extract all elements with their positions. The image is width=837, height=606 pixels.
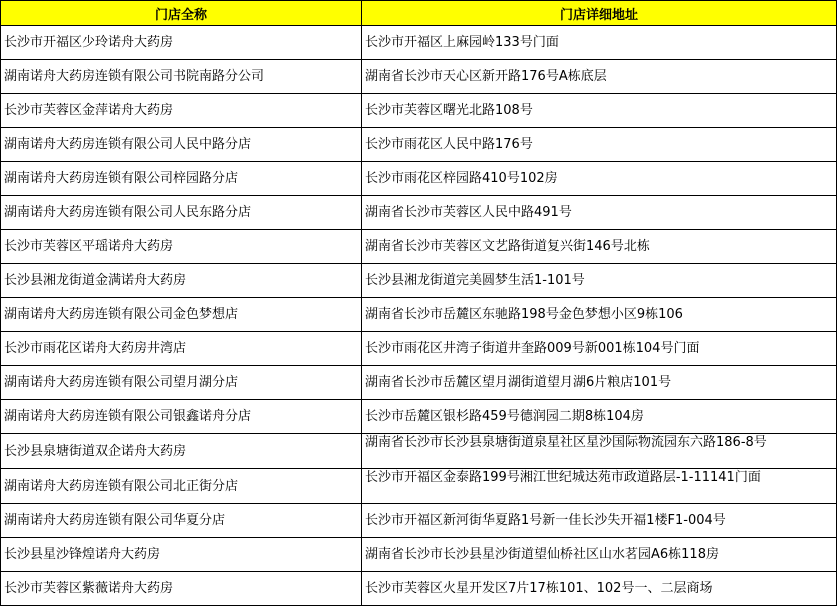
store-address-cell[interactable]: 长沙市开福区新河街华夏路1号新一佳长沙失开福1楼F1-004号 [362, 504, 837, 538]
store-name-cell[interactable]: 湖南诺舟大药房连锁有限公司金色梦想店 [1, 298, 362, 332]
store-name-cell[interactable]: 长沙市芙蓉区紫薇诺舟大药房 [1, 572, 362, 606]
header-row [1, 1, 837, 26]
store-name-cell[interactable]: 湖南诺舟大药房连锁有限公司梓园路分店 [1, 162, 362, 196]
store-address-cell[interactable]: 长沙县湘龙街道完美圆梦生活1-101号 [362, 264, 837, 298]
store-address-cell[interactable]: 长沙市开福区上麻园岭133号门面 [362, 26, 837, 60]
table-row [1, 572, 837, 606]
store-address-cell[interactable]: 湖南省长沙市岳麓区东驰路198号金色梦想小区9栋106 [362, 298, 837, 332]
table-row [1, 469, 837, 504]
store-name-cell[interactable]: 长沙县泉塘街道双企诺舟大药房 [1, 434, 362, 469]
table-row [1, 504, 837, 538]
table-row [1, 538, 837, 572]
store-address-cell[interactable]: 长沙市芙蓉区曙光北路108号 [362, 94, 837, 128]
table-row [1, 366, 837, 400]
table-row [1, 264, 837, 298]
store-name-cell[interactable]: 湖南诺舟大药房连锁有限公司北正街分店 [1, 469, 362, 504]
table-row [1, 332, 837, 366]
table-row [1, 94, 837, 128]
store-name-cell[interactable]: 湖南诺舟大药房连锁有限公司人民中路分店 [1, 128, 362, 162]
store-address-cell[interactable]: 长沙市雨花区井湾子街道井奎路009号新001栋104号门面 [362, 332, 837, 366]
store-name-cell[interactable]: 长沙市开福区少玲诺舟大药房 [1, 26, 362, 60]
store-name-cell[interactable]: 长沙市芙蓉区金萍诺舟大药房 [1, 94, 362, 128]
store-address-cell[interactable]: 湖南省长沙市天心区新开路176号A栋底层 [362, 60, 837, 94]
store-address-cell[interactable]: 长沙市雨花区梓园路410号102房 [362, 162, 837, 196]
table-row [1, 298, 837, 332]
store-address-cell[interactable]: 湖南省长沙市长沙县泉塘街道泉星社区星沙国际物流园东六路186-8号 [362, 434, 837, 469]
store-name-cell[interactable]: 湖南诺舟大药房连锁有限公司书院南路分公司 [1, 60, 362, 94]
store-name-cell[interactable]: 湖南诺舟大药房连锁有限公司华夏分店 [1, 504, 362, 538]
store-address-cell[interactable]: 湖南省长沙市长沙县星沙街道望仙桥社区山水茗园A6栋118房 [362, 538, 837, 572]
store-name-cell[interactable]: 长沙市雨花区诺舟大药房井湾店 [1, 332, 362, 366]
header-store-name[interactable]: 门店全称 [1, 1, 362, 26]
table-row [1, 196, 837, 230]
store-name-cell[interactable]: 湖南诺舟大药房连锁有限公司望月湖分店 [1, 366, 362, 400]
store-name-cell[interactable]: 湖南诺舟大药房连锁有限公司人民东路分店 [1, 196, 362, 230]
store-address-cell[interactable]: 长沙市芙蓉区火星开发区7片17栋101、102号一、二层商场 [362, 572, 837, 606]
store-address-cell[interactable]: 湖南省长沙市芙蓉区文艺路街道复兴街146号北栋 [362, 230, 837, 264]
store-name-cell[interactable]: 长沙县湘龙街道金满诺舟大药房 [1, 264, 362, 298]
table-row [1, 26, 837, 60]
store-name-cell[interactable]: 长沙市芙蓉区平瑶诺舟大药房 [1, 230, 362, 264]
store-address-cell[interactable]: 长沙市岳麓区银杉路459号德润园二期8栋104房 [362, 400, 837, 434]
store-address-cell[interactable]: 长沙市开福区金泰路199号湘江世纪城达苑市政道路层-1-11141门面 [362, 469, 837, 504]
store-name-cell[interactable]: 长沙县星沙锋煌诺舟大药房 [1, 538, 362, 572]
store-address-cell[interactable]: 长沙市雨花区人民中路176号 [362, 128, 837, 162]
store-address-cell[interactable]: 湖南省长沙市岳麓区望月湖街道望月湖6片粮店101号 [362, 366, 837, 400]
table-row [1, 400, 837, 434]
table-row [1, 60, 837, 94]
table-row [1, 162, 837, 196]
table-row [1, 128, 837, 162]
table-row [1, 230, 837, 264]
store-address-cell[interactable]: 湖南省长沙市芙蓉区人民中路491号 [362, 196, 837, 230]
header-store-address[interactable]: 门店详细地址 [362, 1, 837, 26]
store-name-cell[interactable]: 湖南诺舟大药房连锁有限公司银鑫诺舟分店 [1, 400, 362, 434]
table-row [1, 434, 837, 469]
